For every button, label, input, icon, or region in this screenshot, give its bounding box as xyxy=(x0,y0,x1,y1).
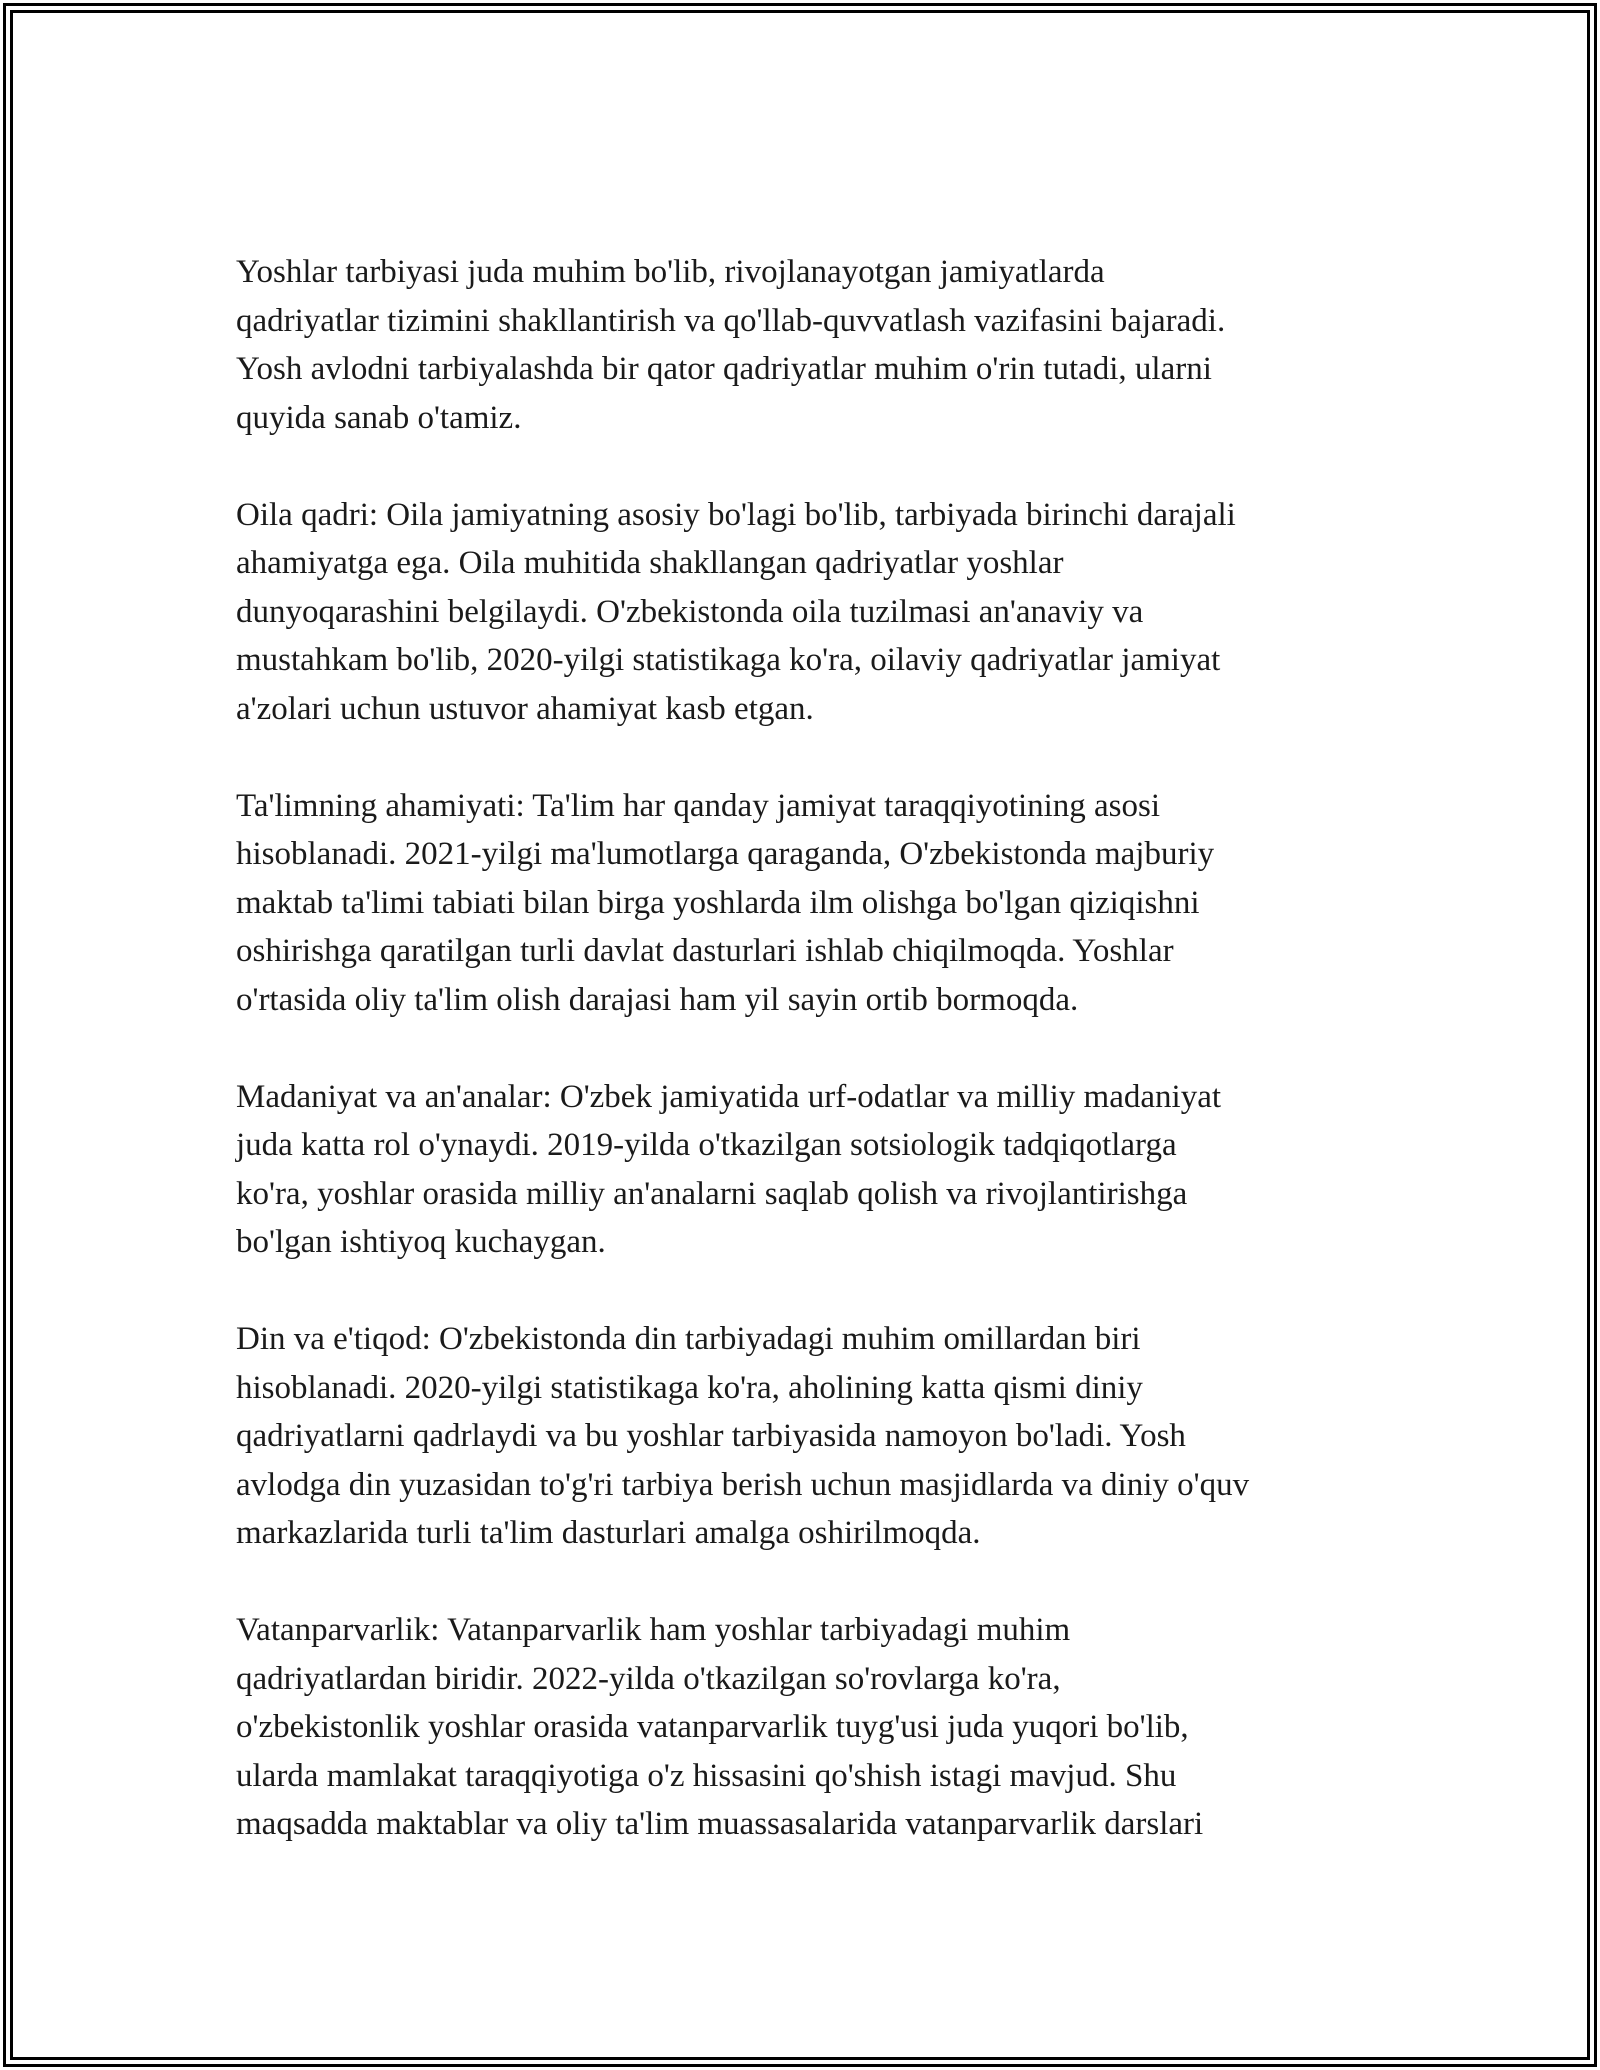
text-line: o'zbekistonlik yoshlar orasida vatanparvarlik tuyg'usi juda yuqori bo'lib, xyxy=(236,1709,1189,1745)
text-line: oshirishga qaratilgan turli davlat dasturlari ishlab chiqilmoqda. Yoshlar xyxy=(236,933,1174,969)
text-line: dunyoqarashini belgilaydi. O'zbekistonda oila tuzilmasi an'anaviy va xyxy=(236,593,1144,630)
text-line: qadriyatlarni qadrlaydi va bu yoshlar tarbiyasida namoyon bo'ladi. Yosh xyxy=(236,1418,1186,1454)
text-line: qadriyatlardan biridir. 2022-yilda o'tkazilgan so'rovlarga ko'ra, xyxy=(236,1660,1061,1697)
text-line: maktab ta'limi tabiati bilan birga yoshlarda ilm olishga bo'lgan qiziqishni xyxy=(236,884,1200,921)
text-line: Oila qadri: Oila jamiyatning asosiy bo'lagi bo'lib, tarbiyada birinchi darajali xyxy=(236,496,1236,533)
text-line: Vatanparvarlik: Vatanparvarlik ham yoshlar tarbiyadagi muhim xyxy=(236,1612,1071,1648)
paragraph-culture xyxy=(236,1073,1386,1267)
text-line: quyida sanab o'tamiz. xyxy=(236,399,522,436)
paragraph-patriotism xyxy=(236,1606,1386,1849)
text-line: ko'ra, yoshlar orasida milliy an'analarni saqlab qolish va rivojlantirishga xyxy=(236,1175,1188,1212)
text-line: o'rtasida oliy ta'lim olish darajasi ham yil sayin ortib bormoqda. xyxy=(236,981,1079,1018)
text-line: bo'lgan ishtiyoq kuchaygan. xyxy=(236,1224,606,1260)
text-line: avlodga din yuzasidan to'g'ri tarbiya berish uchun masjidlarda va diniy o'quv xyxy=(236,1466,1250,1503)
text-line: ularda mamlakat taraqqiyotiga o'z hissasini qo'shish istagi mavjud. Shu xyxy=(236,1757,1177,1794)
paragraph-education xyxy=(236,782,1386,1025)
text-line: maqsadda maktablar va oliy ta'lim muassasalarida vatanparvarlik darslari xyxy=(236,1806,1204,1842)
text-line: a'zolari uchun ustuvor ahamiyat kasb etgan. xyxy=(236,690,814,727)
text-line: hisoblanadi. 2021-yilgi ma'lumotlarga qaraganda, O'zbekistonda majburiy xyxy=(236,836,1215,872)
text-line: Yoshlar tarbiyasi juda muhim bo'lib, rivojlanayotgan jamiyatlarda xyxy=(236,254,1105,290)
text-line: juda katta rol o'ynaydi. 2019-yilda o'tkazilgan sotsiologik tadqiqotlarga xyxy=(236,1127,1177,1163)
text-line: markazlarida turli ta'lim dasturlari amalga oshirilmoqda. xyxy=(236,1515,981,1551)
paragraph-intro xyxy=(236,248,1386,442)
paragraph-family xyxy=(236,491,1386,734)
text-line: Madaniyat va an'analar: O'zbek jamiyatida urf-odatlar va milliy madaniyat xyxy=(236,1078,1222,1115)
text-line: ahamiyatga ega. Oila muhitida shakllangan qadriyatlar yoshlar xyxy=(236,545,1064,581)
text-line: Yosh avlodni tarbiyalashda bir qator qadriyatlar muhim o'rin tutadi, ularni xyxy=(236,351,1212,387)
text-line: Ta'limning ahamiyati: Ta'lim har qanday jamiyat taraqqiyotining asosi xyxy=(236,787,1161,824)
text-line: qadriyatlar tizimini shakllantirish va qo'llab-quvvatlash vazifasini bajaradi. xyxy=(236,302,1226,339)
text-line: hisoblanadi. 2020-yilgi statistikaga ko'ra, aholining katta qismi diniy xyxy=(236,1369,1143,1406)
paragraph-religion xyxy=(236,1315,1386,1558)
document-body xyxy=(236,248,1386,1897)
text-line: Din va e'tiqod: O'zbekistonda din tarbiyadagi muhim omillardan biri xyxy=(236,1321,1141,1357)
text-line: mustahkam bo'lib, 2020-yilgi statistikaga ko'ra, oilaviy qadriyatlar jamiyat xyxy=(236,642,1221,678)
